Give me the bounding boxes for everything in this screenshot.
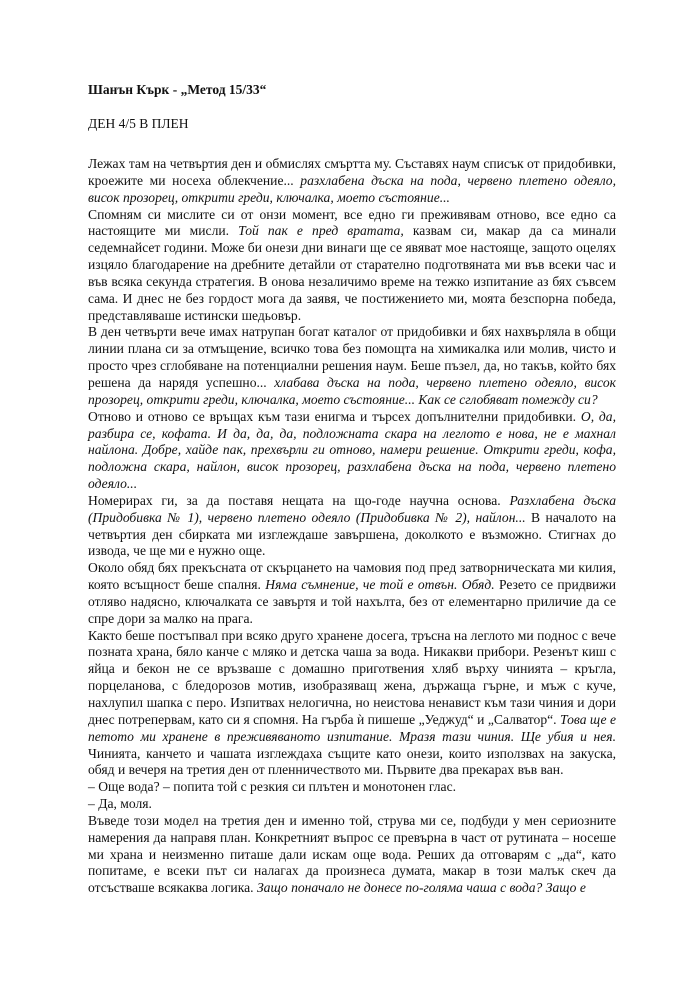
text-segment: В ден четвърти вече имах натрупан богат каталог от придобивки и бях нахвърляла в общи линии плана си за отмъщение, всичко това без помощта на химикалка или молив, чисто и просто чрез сглобяване на потенциални решения наум. Беше пъзел, да, но такъв, който бях решена да нарядя успешно... [88,324,616,390]
paragraph [88,324,616,408]
paragraph [88,628,616,780]
paragraph [88,813,616,897]
italic-text-segment: О, да, разбира се, кофата. И да, да, да, подложната скара на леглото е нова, не е махнал найлона. Добре, хайде пак, прехвърли ги отново, намери решение. Открити греди, кофа, подложна скара, найлон, висок прозорец, разхлабена дъска на пода, червено плетено одеяло... [88,408,617,492]
body-text [88,156,616,897]
text-segment: Номерирах ги, за да поставя нещата на що-годе научна основа. [88,492,510,508]
text-segment: – Да, моля. [88,796,152,812]
text-segment: Отново и отново се връщах към тази енигма и търсех допълнителни придобивки. [88,408,581,424]
italic-text-segment: хлабава дъска на пода, червено плетено одеяло, висок прозорец, открити греди, ключалка, моето състояние... Как се сглобяват помежду си? [88,374,616,407]
paragraph [88,156,616,207]
document-title: Шанън Кърк - „Метод 15/33“ [88,82,267,97]
chapter-heading: ДЕН 4/5 В ПЛЕН [88,116,189,131]
paragraph [88,796,616,813]
text-segment: В началото на четвъртия ден сбирката ми изглеждаше завършена, доколкото е възможно. Стигнах до извода, че ще ми е нужно още. [88,509,616,559]
italic-text-segment: Той пак е пред вратата, [238,223,404,239]
italic-text-segment: Това ще е петото ми хранене в преживяваното изпитание. Мразя тази чиния. Ще убия и нея. [88,711,617,744]
paragraph [88,779,616,796]
text-segment: Резето се придвижи отляво надясно, ключалката се завъртя и той нахълта, без от елементарно приличие да се спре дори за малко на прага. [88,577,616,626]
italic-text-segment: разхлабена дъска на пода, червено плетено одеяло, висок прозорец, открити греди, ключалка, моето състояние... [88,172,616,205]
text-segment: Около обяд бях прекъсната от скърцането на чамовия под пред затворническата ми килия, която всъщност беше спалня. [88,560,616,593]
text-segment: Както беше постъпвал при всяко друго хранене досега, тръсна на леглото ми поднос с вече позната храна, бяло канче с мляко и детска чаша за вода. Никакви прибори. Резенът киш с яйца и бекон не се връзваше с домашно приготвения хляб върху чинията – кръгла, порцеланова, с бледорозов мотив, изобразяващ жена, държаща гърне, и мъж с куче, нахлупил шапка с перо. Изпитвах нелогична, но неистова ненавист към тази чиния и дори днес потрепервам, като си я спомня. На гърба ѝ пишеше „Уеджуд“ и „Салватор“. [88,627,616,727]
text-segment: Въведе този модел на третия ден и именно той, струва ми се, подбуди у мен сериозните намерения да направя план. Конкретният въпрос се превърна в част от рутината – носеше ми храна и неизменно питаше дали искам още вода. Реших да отговарям с „да“, като попитаме, е всеки път си налагах да произнеса думата, макар в този малък скеч да отсъстваше всякаква логика. [88,812,616,896]
text-segment: Лежах там на четвъртия ден и обмислях смъртта му. Съставях наум списък от придобивки, кроежите ми носеха облекчение... [88,156,616,188]
text-segment: казвам си, макар да са минали седемнайсет години. Може би онези дни винаги ще се явяват мое настояще, защото оцелях изцяло благодарение на дребните детайли от старателно подготвяната ми във всеки час и във всяка секунда стратегия. В онова незаличимо време на тежко изпитание аз бях съвсем сама. И днес не без гордост мога да заявя, че постижението ми, моята безспорна победа, представляваше истински шедьовър. [88,223,616,323]
paragraph [88,207,616,325]
paragraph [88,409,616,493]
paragraph [88,493,616,560]
text-segment: – Още вода? – попита той с резкия си плътен и монотонен глас. [88,779,457,795]
paragraph [88,560,616,627]
italic-text-segment: Разхлабена дъска (Придобивка № 1), червено плетено одеяло (Придобивка № 2), найлон... [88,492,616,525]
italic-text-segment: Няма съмнение, че той е отвън. Обяд. [265,577,495,593]
text-segment: Чинията, канчето и чашата изглеждаха същите като онези, които използвах на закуска, обяд и вечеря на третия ден от пленничеството ми. Първите два прекарах във ван. [88,745,616,778]
text-segment: Спомням си мислите си от онзи момент, все едно ги преживявам отново, все едно са настоящите ми мисли. [88,206,616,239]
italic-text-segment: Защо поначало не донесе по-голяма чаша с вода? Защо е [256,880,586,896]
